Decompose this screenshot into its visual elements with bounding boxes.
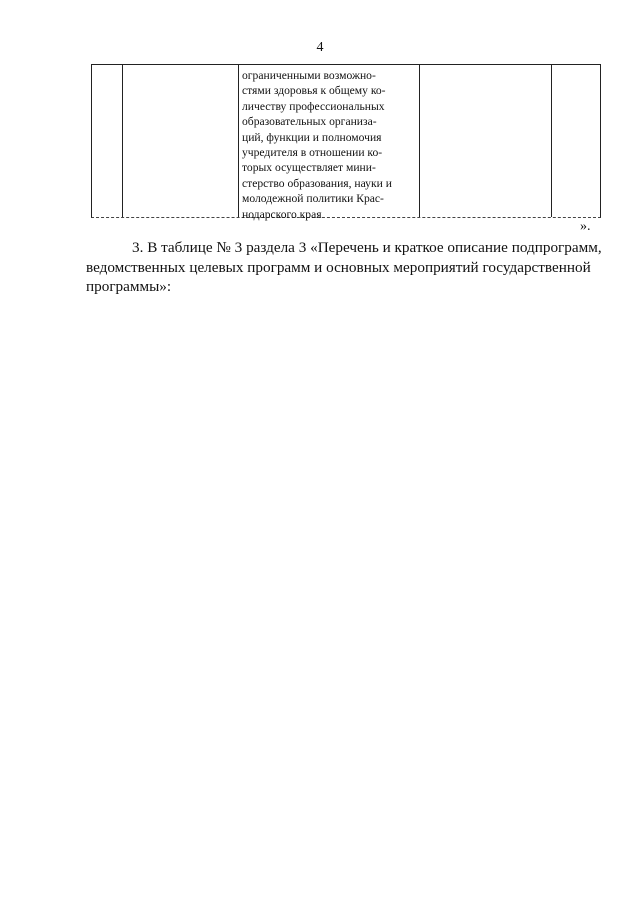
paragraph-line: 3. В таблице № 3 раздела 3 «Перечень и краткое описание подпрограмм, <box>132 239 602 256</box>
cell-line: личеству профессиональных <box>242 99 385 113</box>
cell-line: молодежной политики Крас- <box>242 192 384 206</box>
cell-line: стями здоровья к общему ко- <box>242 84 386 98</box>
table-column-divider-2 <box>238 65 239 217</box>
table-column-divider-1 <box>122 65 123 217</box>
closing-quote: ». <box>580 219 591 234</box>
cell-line: ограниченными возможно- <box>242 69 376 82</box>
table-column-divider-3 <box>419 65 420 217</box>
cell-line: образовательных организа- <box>242 115 377 129</box>
continuation-table <box>91 64 601 221</box>
cell-line: ций, функции и полномочия <box>242 130 382 144</box>
paragraph-line: программы»: <box>86 278 172 295</box>
paragraph-item-3 <box>86 238 601 297</box>
cell-line: торых осуществляет мини- <box>242 161 376 175</box>
table-column-divider-4 <box>551 65 552 217</box>
paragraph-line: ведомственных целевых программ и основных мероприятий государственной <box>86 258 591 276</box>
cell-line: стерство образования, науки и <box>242 176 392 190</box>
page-number: 4 <box>316 40 324 55</box>
cell-line: нодарского края <box>242 207 322 221</box>
cell-line: учредителя в отношении ко- <box>242 146 383 160</box>
table-cell-description <box>242 68 414 222</box>
